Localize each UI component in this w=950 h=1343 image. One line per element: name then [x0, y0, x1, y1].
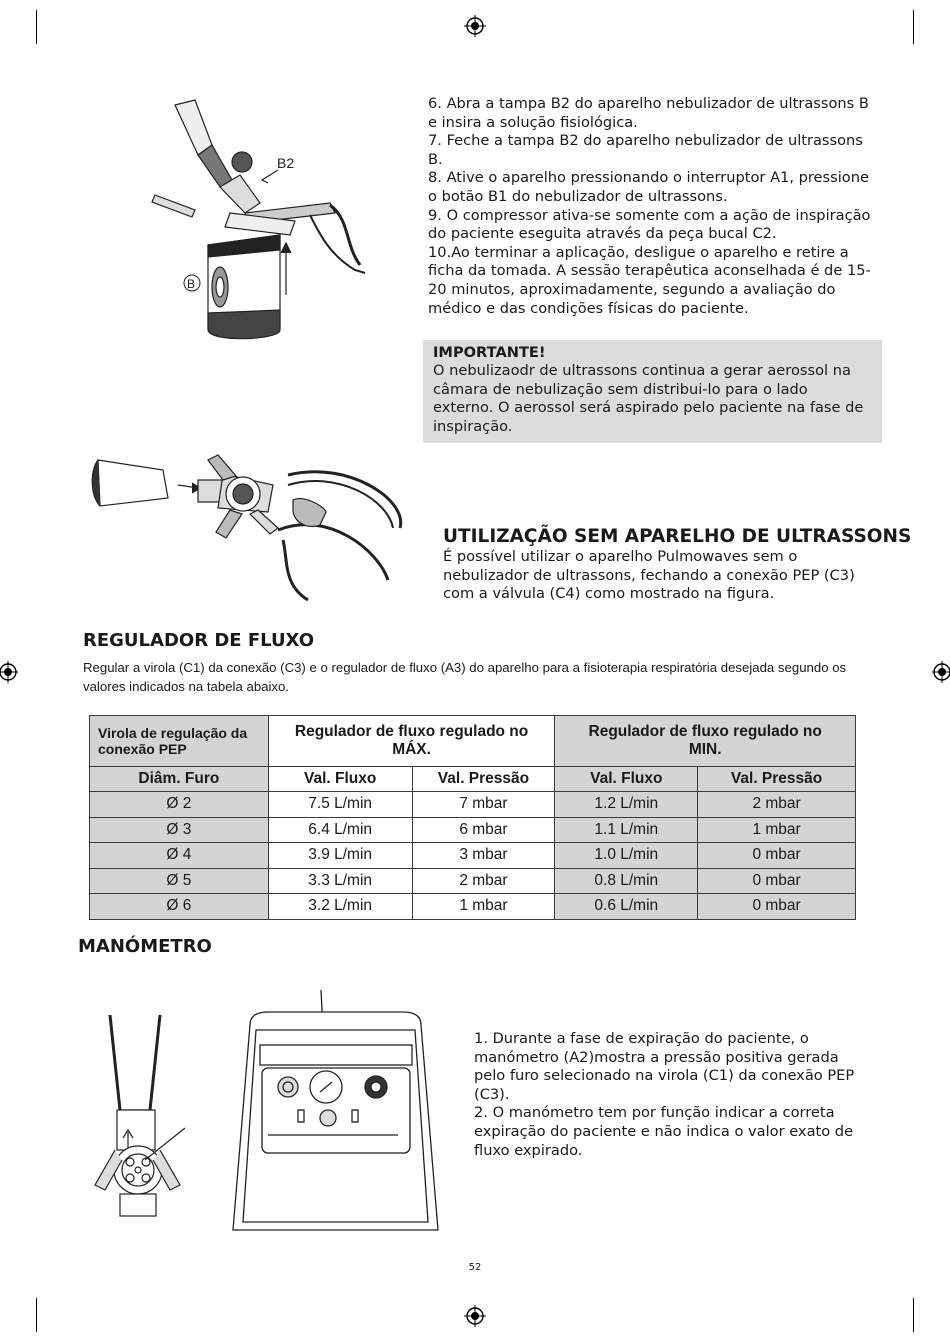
cell-fluxo-min: 1.0 L/min — [555, 843, 698, 869]
cell-fluxo-min: 0.6 L/min — [555, 894, 698, 920]
table-row — [90, 894, 856, 920]
header-virola: Virola de regulação da conexão PEP — [90, 716, 269, 767]
page-number: 52 — [468, 1262, 482, 1273]
cell-fluxo-max: 3.2 L/min — [268, 894, 412, 920]
registration-mark-icon — [464, 1305, 486, 1327]
cell-pressao-max: 7 mbar — [412, 792, 555, 818]
registration-mark-icon — [464, 15, 486, 37]
important-box — [423, 340, 882, 443]
sem-aparelho-text: É possível utilizar o aparelho Pulmowaves sem o nebulizador de ultrassons, fechando a conexão PEP (C3) com a válvula (C4) como mostrado na figura. — [443, 548, 855, 603]
table-row — [90, 792, 856, 818]
important-title: IMPORTANTE! — [433, 344, 546, 361]
crop-mark — [36, 10, 37, 44]
cell-diam: Ø 6 — [90, 894, 269, 920]
table-row — [90, 868, 856, 894]
cell-fluxo-max: 7.5 L/min — [268, 792, 412, 818]
step-7: 7. Feche a tampa B2 do aparelho nebulizador de ultrassons B. — [428, 132, 863, 168]
sem-aparelho-title: UTILIZAÇÃO SEM APARELHO DE ULTRASSONS — [443, 526, 912, 547]
flow-table — [89, 715, 856, 920]
manometro-step-1: 1. Durante a fase de expiração do paciente, o manómetro (A2)mostra a pressão positiva gerada pelo furo selecionado na virola (C1) da conexão PEP (C3). — [474, 1030, 855, 1103]
cell-fluxo-max: 3.3 L/min — [268, 868, 412, 894]
registration-mark-icon — [0, 661, 22, 683]
registration-mark-icon — [928, 661, 950, 683]
step-9: 9. O compressor ativa-se somente com a ação de inspiração do paciente eseguita através da peça bucal C2. — [428, 206, 871, 243]
cell-diam: Ø 5 — [90, 868, 269, 894]
cell-pressao-max: 3 mbar — [412, 843, 555, 869]
cell-fluxo-max: 3.9 L/min — [268, 843, 412, 869]
cell-pressao-min: 0 mbar — [698, 868, 856, 894]
important-text: O nebulizaodr de ultrassons continua a gerar aerossol na câmara de nebulização sem distribui-lo para o lado externo. O aerossol será aspirado pelo paciente na fase de inspiração. — [433, 362, 864, 435]
steps-list — [428, 95, 874, 318]
step-8: 8. Ative o aparelho pressionando o interruptor A1, pressione o botão B1 do nebulizador de ultrassons. — [428, 169, 869, 205]
label-b: B — [187, 277, 196, 291]
table-row — [90, 817, 856, 843]
cell-fluxo-min: 1.2 L/min — [555, 792, 698, 818]
label-b2: B2 — [277, 155, 295, 171]
step-6: 6. Abra a tampa B2 do aparelho nebulizador de ultrassons B e insira a solução fisiológica. — [428, 95, 869, 131]
header-max: Regulador de fluxo regulado no MÁX. — [268, 716, 555, 767]
cell-diam: Ø 4 — [90, 843, 269, 869]
header-min: Regulador de fluxo regulado no MIN. — [555, 716, 856, 767]
step-10: 10.Ao terminar a aplicação, desligue o aparelho e retire a ficha da tomada. A sessão terapêutica aconselhada é de 15-20 minutos, aproximadamente, segundo a avaliação do médico e das condições físicas do paciente. — [428, 243, 871, 317]
regulador-title: REGULADOR DE FLUXO — [83, 630, 315, 651]
device-panel-illustration — [228, 990, 443, 1240]
header-fluxo-min: Val. Fluxo — [555, 767, 698, 792]
cell-pressao-max: 1 mbar — [412, 894, 555, 920]
manometro-step-2: 2. O manómetro tem por função indicar a correta expiração do paciente e não indica o valor exato de fluxo expirado. — [474, 1104, 854, 1159]
cell-fluxo-max: 6.4 L/min — [268, 817, 412, 843]
regulador-text: Regular a virola (C1) da conexão (C3) e o regulador de fluxo (A3) do aparelho para a fisioterapia respiratória desejada segundo os valores indicados na tabela abaixo. — [83, 660, 847, 694]
pep-connector-illustration — [90, 1010, 200, 1220]
crop-mark — [36, 1298, 37, 1332]
table-row — [90, 843, 856, 869]
cell-pressao-min: 0 mbar — [698, 894, 856, 920]
header-pressao-max: Val. Pressão — [412, 767, 555, 792]
cell-pressao-min: 2 mbar — [698, 792, 856, 818]
pep-valve-illustration — [88, 450, 408, 605]
manometro-steps — [474, 1030, 874, 1160]
header-fluxo-max: Val. Fluxo — [268, 767, 412, 792]
cell-pressao-max: 2 mbar — [412, 868, 555, 894]
cell-diam: Ø 2 — [90, 792, 269, 818]
header-pressao-min: Val. Pressão — [698, 767, 856, 792]
cell-pressao-min: 1 mbar — [698, 817, 856, 843]
crop-mark — [913, 10, 914, 44]
nebulizer-illustration — [150, 95, 380, 345]
crop-mark — [913, 1298, 914, 1332]
cell-fluxo-min: 0.8 L/min — [555, 868, 698, 894]
cell-pressao-min: 0 mbar — [698, 843, 856, 869]
cell-diam: Ø 3 — [90, 817, 269, 843]
header-diam: Diâm. Furo — [90, 767, 269, 792]
manometro-title: MANÓMETRO — [78, 936, 212, 957]
cell-fluxo-min: 1.1 L/min — [555, 817, 698, 843]
cell-pressao-max: 6 mbar — [412, 817, 555, 843]
